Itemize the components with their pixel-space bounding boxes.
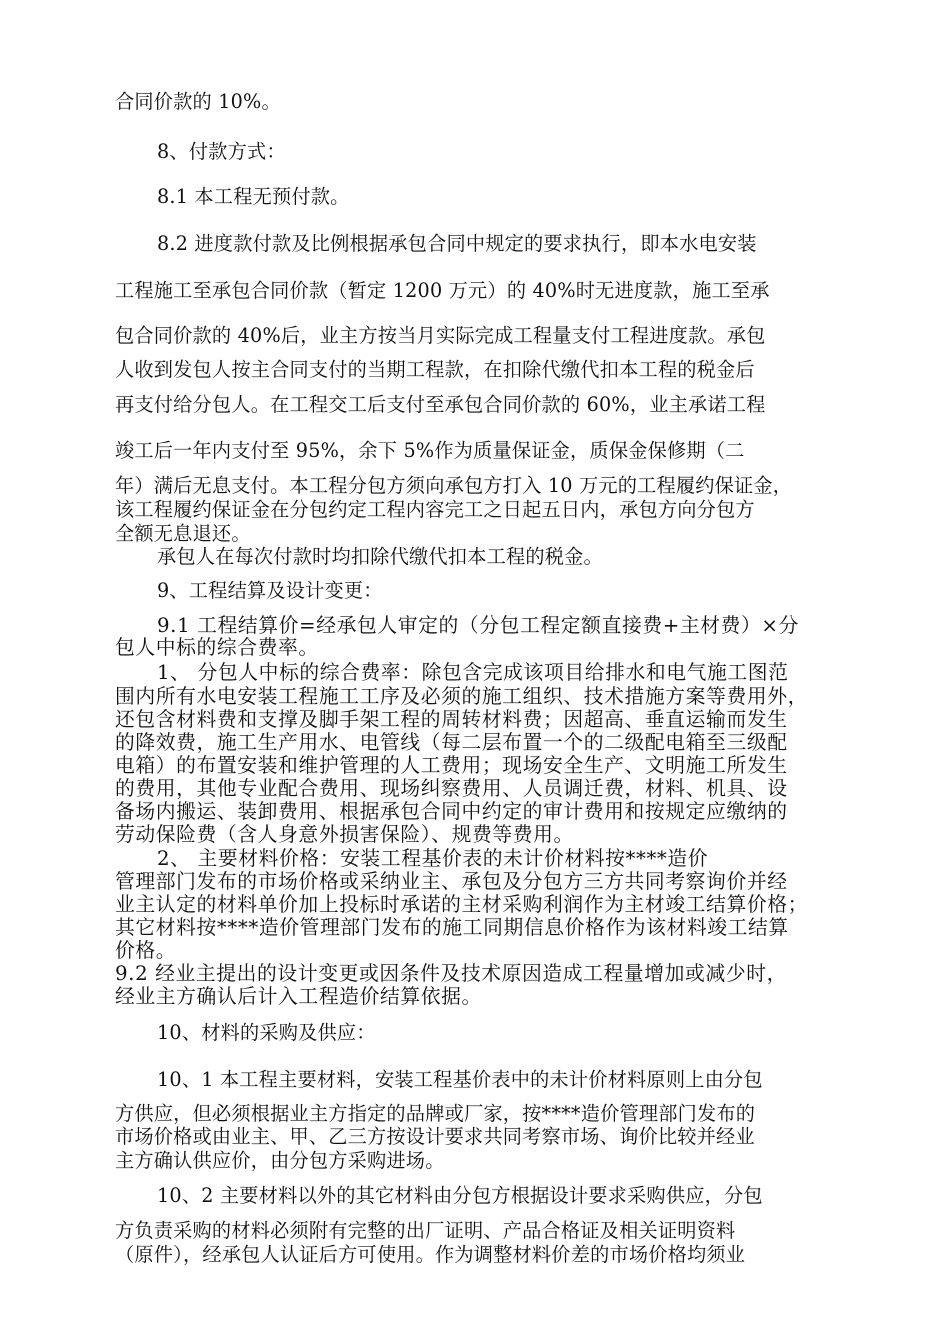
section-heading: 8、付款方式： bbox=[157, 140, 286, 163]
text-line: 方负责采购的材料必须附有完整的出厂证明、产品合格证及相关证明资料 bbox=[115, 1219, 736, 1242]
text-line: 竣工后一年内支付至 95%，余下 5%作为质量保证金，质保金保修期（二 bbox=[115, 439, 745, 462]
text-line: 的费用，其他专业配合费用、现场纠察费用、人员调迁费，材料、机具、设 bbox=[115, 777, 788, 800]
text-line: 电箱）的布置安装和维护管理的人工费用；现场安全生产、文明施工所发生 bbox=[115, 754, 788, 777]
section-heading: 9、工程结算及设计变更： bbox=[157, 579, 383, 602]
text-line: 经业主方确认后计入工程造价结算依据。 bbox=[115, 985, 482, 1008]
text-line: 市场价格或由业主、甲、乙三方按设计要求共同考察市场、询价比较并经业 bbox=[115, 1125, 755, 1148]
text-line: 承包人在每次付款时均扣除代缴代扣本工程的税金。 bbox=[157, 545, 603, 568]
text-line: 包合同价款的 40%后，业主方按当月实际完成工程量支付工程进度款。承包 bbox=[115, 324, 766, 347]
text-line: 方供应，但必须根据业主方指定的品牌或厂家，按****造价管理部门发布的 bbox=[115, 1102, 756, 1125]
text-line: 10、1 本工程主要材料，安装工程基价表中的未计价材料原则上由分包 bbox=[157, 1068, 763, 1091]
text-line: 8.1 本工程无预付款。 bbox=[157, 185, 350, 208]
text-line: 工程施工至承包合同价款（暂定 1200 万元）的 40%时无进度款，施工至承 bbox=[115, 279, 770, 302]
text-line: 9.1 工程结算价=经承包人审定的（分包工程定额直接费+主材费）×分 bbox=[157, 614, 799, 637]
section-heading: 10、材料的采购及供应： bbox=[157, 1021, 376, 1044]
text-line: 的降效费，施工生产用水、电管线（每二层布置一个的二级配电箱至三级配 bbox=[115, 731, 788, 754]
text-line: 1、 分包人中标的综合费率：除包含完成该项目给排水和电气施工图范 bbox=[157, 661, 789, 684]
text-line: 劳动保险费（含人身意外损害保险）、规费等费用。 bbox=[115, 823, 574, 846]
text-line: 全额无息退还。 bbox=[115, 522, 251, 545]
text-line: 还包含材料费和支撑及脚手架工程的周转材料费；因超高、垂直运输而发生 bbox=[115, 708, 788, 731]
text-line: 其它材料按****造价管理部门发布的施工同期信息价格作为该材料竣工结算 bbox=[115, 916, 789, 939]
text-line: 管理部门发布的市场价格或采纳业主、承包及分包方三方共同考察询价并经 bbox=[115, 870, 788, 893]
text-line: 8.2 进度款付款及比例根据承包合同中规定的要求执行，即本水电安装 bbox=[157, 232, 757, 255]
text-line: 主方确认供应价，由分包方采购进场。 bbox=[115, 1149, 445, 1172]
text-line: 包人中标的综合费率。 bbox=[115, 636, 319, 659]
text-line: 2、 主要材料价格：安装工程基价表的未计价材料按****造价 bbox=[157, 847, 709, 870]
text-line: 9.2 经业主提出的设计变更或因条件及技术原因造成工程量增加或减少时， bbox=[115, 962, 787, 985]
text-line: 年）满后无息支付。本工程分包方须向承包方打入 10 万元的工程履约保证金， bbox=[115, 474, 793, 497]
text-line: 备场内搬运、装卸费用、根据承包合同中约定的审计费用和按规定应缴纳的 bbox=[115, 800, 788, 823]
text-line: 价格。 bbox=[115, 939, 177, 962]
text-line: 10、2 主要材料以外的其它材料由分包方根据设计要求采购供应，分包 bbox=[157, 1184, 763, 1207]
text-line: （原件），经承包人认证后方可使用。作为调整材料价差的市场价格均须业 bbox=[115, 1243, 746, 1266]
text-line: 合同价款的 10%。 bbox=[115, 90, 281, 113]
text-line: 该工程履约保证金在分包约定工程内容完工之日起五日内，承包方向分包方 bbox=[115, 498, 755, 521]
text-line: 再支付给分包人。在工程交工后支付至承包合同价款的 60%，业主承诺工程 bbox=[115, 393, 766, 416]
text-line: 业主认定的材料单价加上投标时承诺的主材采购利润作为主材竣工结算价格； bbox=[115, 893, 808, 916]
text-line: 人收到发包人按主合同支付的当期工程款，在扣除代缴代扣本工程的税金后 bbox=[115, 358, 755, 381]
text-line: 围内所有水电安装工程施工工序及必须的施工组织、技术措施方案等费用外， bbox=[115, 685, 808, 708]
